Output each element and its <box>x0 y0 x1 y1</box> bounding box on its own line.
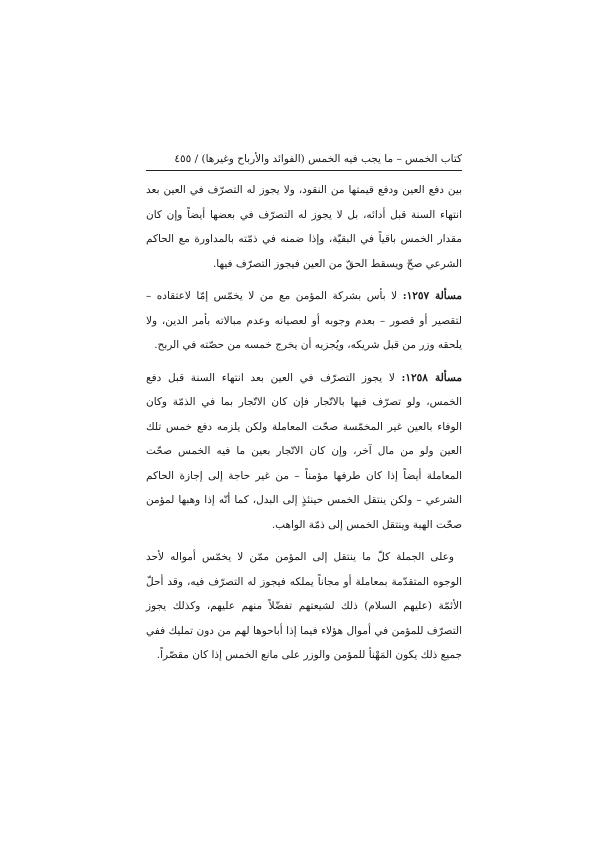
paragraph <box>146 178 462 276</box>
paragraph-text: لا يجوز التصرّف في العين بعد انتهاء السنة قبل دفع الخمس، ولو تصرّف فيها بالاتّجار فإن كان الاتّجار بما في الذمّة وكان الوفاء بالعين غير المخمّسة صحّت المعاملة ولكن يلزمه دفع خمس تلك العين ولو من مال آخر، وإن كان الاتّجار بعين ما فيه الخمس صحّت المعاملة أيضاً إذا كان طرفها مؤمناً – من غير حاجة إلى إجازة الحاكم الشرعي – ولكن ينتقل الخمس حينئذٍ إلى البدل، كما أنّه إذا وهبها لمؤمن صحّت الهبة وينتقل الخمس إلى ذمّة الواهب. <box>146 371 462 531</box>
paragraph-masala-1257 <box>146 284 462 358</box>
page-body <box>146 178 462 676</box>
paragraph-text: بين دفع العين ودفع قيمتها من النقود، ولا يجوز له التصرّف في العين بعد انتهاء السنة قبل أدائه، بل لا يجوز له التصرّف في بعضها أيضاً وإن كان مقدار الخمس باقياً في البقيّة، وإذا ضمنه في ذمّته بالمداورة مع الحاكم الشرعي صحّ ويسقط الحقّ من العين فيجوز التصرّف فيها. <box>146 184 462 270</box>
paragraph-text: وعلى الجملة كلّ ما ينتقل إلى المؤمن ممّن لا يخمّس أمواله لأحد الوجوه المتقدّمة بمعاملة أو مجاناً يملكه فيجوز له التصرّف فيه، وقد أحلّ الأئمّة (عليهم السلام) ذلك لشيعتهم تفضّلاً منهم عليهم، وكذلك يجوز التصرّف للمؤمن في أموال هؤلاء فيما إذا أباحوها لهم من دون تمليك ففي جميع ذلك يكون المَهْنأ للمؤمن والوزر على مانع الخمس إذا كان مقصّراً. <box>146 551 462 661</box>
paragraph-masala-1258 <box>146 366 462 538</box>
header-rule <box>146 170 462 171</box>
paragraph <box>146 545 462 668</box>
masala-label: مسألة ١٢٥٧: <box>402 290 462 302</box>
paragraph-text: لا بأس بشركة المؤمن مع من لا يخمّس إمّا لاعتقاده – لتقصير أو قصور – بعدم وجوبه أو لعصيانه وعدم مبالاته بأمر الدين، ولا يلحقه وزر من قبل شريكه، ويُجزيه أن يخرج خمسه من حصّته في الربح. <box>146 290 462 351</box>
running-header: كتاب الخمس – ما يجب فيه الخمس (الفوائد والأرباح وغيرها) / ٤٥٥ <box>174 153 462 165</box>
masala-label: مسألة ١٢٥٨: <box>401 371 462 384</box>
